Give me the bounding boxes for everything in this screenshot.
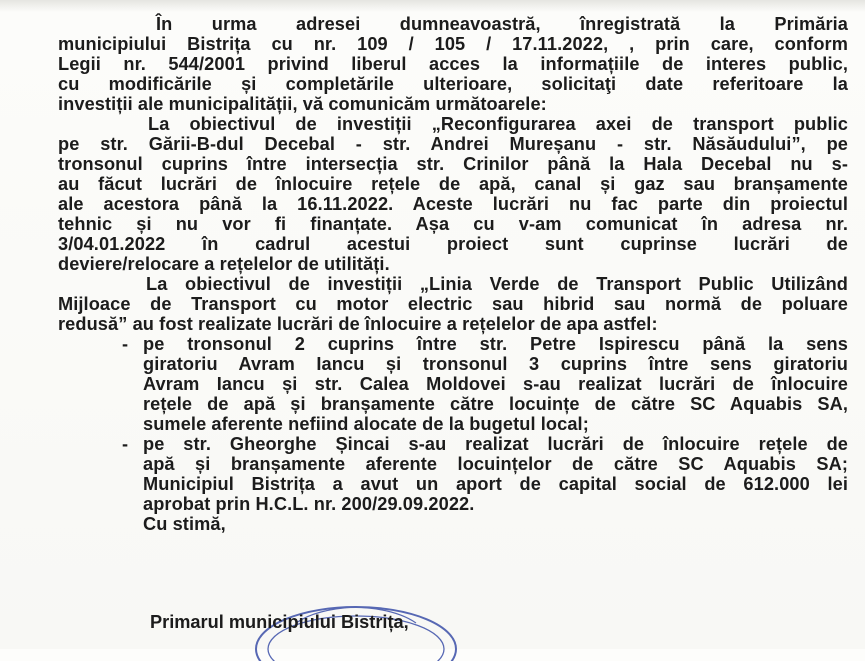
text-line: municipiului Bistrița cu nr. 109 / 105 / 17.11.2022, , prin care, conform [58,34,848,54]
paragraph-green-line-project [58,274,848,334]
text-line: deviere/relocare a rețelelor de utilități. [58,254,390,274]
text-line: pe str. Gării-B-dul Decebal - str. Andrei Mureșanu - str. Năsăudului”, pe [58,134,848,154]
text-line: au făcut lucrări de înlocuire rețele de apă, canal și gaz sau branșamente [58,174,848,194]
bullet-dash: - [122,434,129,454]
text-line: tehnic și nu vor fi finanțate. Așa cu v-am comunicat în adresa nr. [58,214,848,234]
text-line: pe str. Gheorghe Șincai s-au realizat lucrări de înlocuire rețele de [143,434,848,454]
closing-salutation: Cu stimă, [143,514,226,534]
signature-title: Primarul municipiului Bistrița, [150,612,409,632]
text-line: rețele de apă și branșamente către locuințe de către SC Aquabis SA, [143,394,848,414]
paragraph-reconfiguration-project [58,114,848,274]
text-line: sumele aferente nefiind alocate de la bugetul local; [143,414,589,434]
page-edge-shadow [0,0,865,12]
text-line: Mijloace de Transport cu motor electric sau hibrid sau normă de poluare [58,294,848,314]
text-line: 3/04.01.2022 în cadrul acestui proiect sunt cuprinse lucrări de [58,234,848,254]
text-line: pe tronsonul 2 cuprins între str. Petre Ispirescu până la sens [143,334,848,354]
text-line: cu modificările și completările ulterioare, solicitaţi date referitoare la [58,74,848,94]
text-line: ale acestora până la 16.11.2022. Aceste lucrări nu fac parte din proiectul [58,194,848,214]
text-line: Legii nr. 544/2001 privind liberul acces la informațiile de interes public, [58,54,848,74]
paragraph-request-reference [58,14,848,114]
text-line: tronsonul cuprins între intersecția str. Crinilor până la Hala Decebal nu s- [58,154,848,174]
text-line: În urma adresei dumneavoastră, înregistrată la Primăria [156,14,848,34]
text-line: La obiectivul de investiții „Reconfigurarea axei de transport public [148,114,848,134]
text-line: aprobat prin H.C.L. nr. 200/29.09.2022. [143,494,475,514]
bullet-item-tronson [58,334,848,434]
text-line: redusă” au fost realizate lucrări de înlocuire a rețelelor de apa astfel: [58,314,658,334]
bullet-dash: - [122,334,129,354]
text-line: giratoriu Avram Iancu și tronsonul 3 cuprins între sens giratoriu [143,354,848,374]
text-line: investiții ale municipalității, vă comunicăm următoarele: [58,94,547,114]
letter-body [58,14,848,534]
text-line: Avram Iancu și str. Calea Moldovei s-au realizat lucrări de înlocuire [143,374,848,394]
text-line: La obiectivul de investiții „Linia Verde de Transport Public Utilizând [146,274,848,294]
bullet-item-sincai [58,434,848,514]
text-line: Municipiul Bistrița a avut un aport de capital social de 612.000 lei [143,474,848,494]
text-line: apă și branșamente aferente locuințelor de către SC Aquabis SA; [143,454,848,474]
